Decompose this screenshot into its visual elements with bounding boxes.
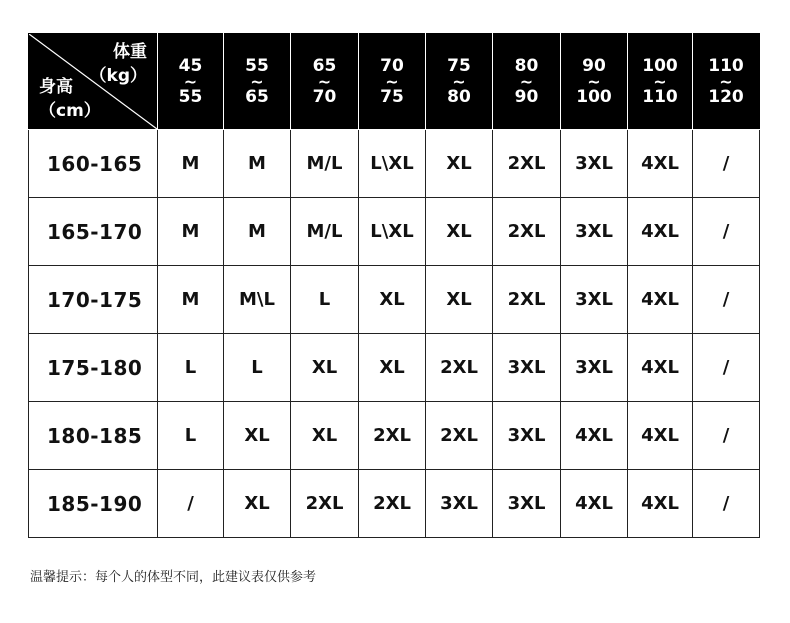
size-cell: 3XL [561, 198, 628, 266]
size-cell: L [158, 402, 224, 470]
weight-range-to: 100 [576, 86, 612, 107]
size-cell: M [224, 198, 291, 266]
size-cell: / [693, 198, 760, 266]
weight-range-to: 120 [708, 86, 744, 107]
size-cell: 3XL [493, 470, 561, 538]
weight-range-sep: ~ [385, 71, 399, 91]
weight-range-sep: ~ [250, 71, 264, 91]
size-cell: 3XL [561, 130, 628, 198]
size-cell: / [693, 130, 760, 198]
height-unit: （cm） [39, 101, 101, 121]
height-range-cell: 160-165 [29, 130, 158, 198]
size-cell: 3XL [561, 334, 628, 402]
header-row [29, 34, 760, 130]
weight-range-to: 75 [380, 86, 404, 107]
weight-range-from: 45 [178, 55, 203, 76]
table-row [29, 198, 760, 266]
weight-range-header [359, 34, 426, 130]
height-range-cell: 175-180 [29, 334, 158, 402]
height-range-cell: 165-170 [29, 198, 158, 266]
weight-range-from: 100 [642, 55, 678, 76]
weight-range-from: 80 [514, 55, 539, 76]
size-cell: 2XL [493, 198, 561, 266]
weight-range-header [493, 34, 561, 130]
corner-header-cell [29, 34, 158, 130]
size-cell: L\XL [359, 198, 426, 266]
size-cell: M [158, 198, 224, 266]
weight-range-header [224, 34, 291, 130]
size-cell: L [224, 334, 291, 402]
size-cell: M [158, 130, 224, 198]
size-cell: / [693, 470, 760, 538]
size-cell: 3XL [493, 334, 561, 402]
size-cell: M/L [291, 198, 359, 266]
size-cell: M [158, 266, 224, 334]
height-range-cell: 185-190 [29, 470, 158, 538]
size-cell: XL [359, 266, 426, 334]
size-cell: 2XL [426, 402, 493, 470]
size-cell: 2XL [493, 266, 561, 334]
size-cell: XL [291, 334, 359, 402]
weight-range-to: 90 [514, 86, 539, 107]
table-row [29, 470, 760, 538]
weight-label: 体重 [113, 42, 147, 62]
weight-range-to: 70 [312, 86, 337, 107]
size-cell: / [693, 266, 760, 334]
weight-range-from: 90 [582, 55, 606, 76]
size-cell: 4XL [628, 266, 693, 334]
disclaimer-note: 温馨提示：每个人的体型不同，此建议表仅供参考 [30, 570, 317, 585]
size-cell: / [693, 402, 760, 470]
height-axis-label [39, 75, 101, 123]
weight-range-sep: ~ [519, 71, 534, 91]
size-cell: 2XL [359, 470, 426, 538]
weight-range-header [693, 34, 760, 130]
weight-range-header [628, 34, 693, 130]
size-cell: 4XL [561, 402, 628, 470]
weight-range-header [158, 34, 224, 130]
size-cell: XL [224, 402, 291, 470]
size-cell: 3XL [493, 402, 561, 470]
size-cell: 4XL [628, 198, 693, 266]
weight-range-sep: ~ [317, 71, 332, 91]
weight-range-to: 65 [245, 86, 269, 107]
weight-range-to: 80 [447, 86, 471, 107]
size-chart-table [28, 33, 760, 538]
weight-range-from: 65 [312, 55, 337, 76]
table-row [29, 334, 760, 402]
size-cell: 2XL [493, 130, 561, 198]
weight-range-from: 70 [380, 55, 404, 76]
size-cell: L\XL [359, 130, 426, 198]
size-cell: XL [224, 470, 291, 538]
size-cell: XL [291, 402, 359, 470]
size-cell: XL [426, 198, 493, 266]
weight-range-sep: ~ [452, 71, 466, 91]
size-cell: M/L [291, 130, 359, 198]
size-cell: 2XL [291, 470, 359, 538]
size-cell: M\L [224, 266, 291, 334]
size-cell: XL [426, 130, 493, 198]
weight-range-from: 75 [447, 55, 471, 76]
size-cell: XL [426, 266, 493, 334]
weight-range-sep: ~ [719, 71, 733, 91]
size-cell: L [291, 266, 359, 334]
size-cell: 2XL [426, 334, 493, 402]
table-row [29, 402, 760, 470]
size-cell: M [224, 130, 291, 198]
weight-range-sep: ~ [183, 71, 198, 91]
weight-range-from: 55 [245, 55, 269, 76]
table-row [29, 266, 760, 334]
weight-unit: （kg） [89, 66, 147, 86]
weight-range-header [291, 34, 359, 130]
size-cell: XL [359, 334, 426, 402]
weight-range-sep: ~ [653, 71, 667, 91]
height-label: 身高 [39, 77, 73, 97]
weight-range-to: 110 [642, 86, 678, 107]
height-range-cell: 170-175 [29, 266, 158, 334]
size-cell: 4XL [561, 470, 628, 538]
size-cell: 4XL [628, 130, 693, 198]
size-cell: 4XL [628, 470, 693, 538]
size-cell: / [158, 470, 224, 538]
size-cell: 3XL [561, 266, 628, 334]
weight-range-from: 110 [708, 55, 744, 76]
size-cell: 2XL [359, 402, 426, 470]
size-cell: 3XL [426, 470, 493, 538]
height-range-cell: 180-185 [29, 402, 158, 470]
size-cell: 4XL [628, 402, 693, 470]
weight-range-header [561, 34, 628, 130]
weight-range-header [426, 34, 493, 130]
size-cell: L [158, 334, 224, 402]
weight-range-sep: ~ [587, 71, 601, 91]
size-cell: / [693, 334, 760, 402]
size-cell: 4XL [628, 334, 693, 402]
table-row [29, 130, 760, 198]
weight-range-to: 55 [178, 86, 203, 107]
